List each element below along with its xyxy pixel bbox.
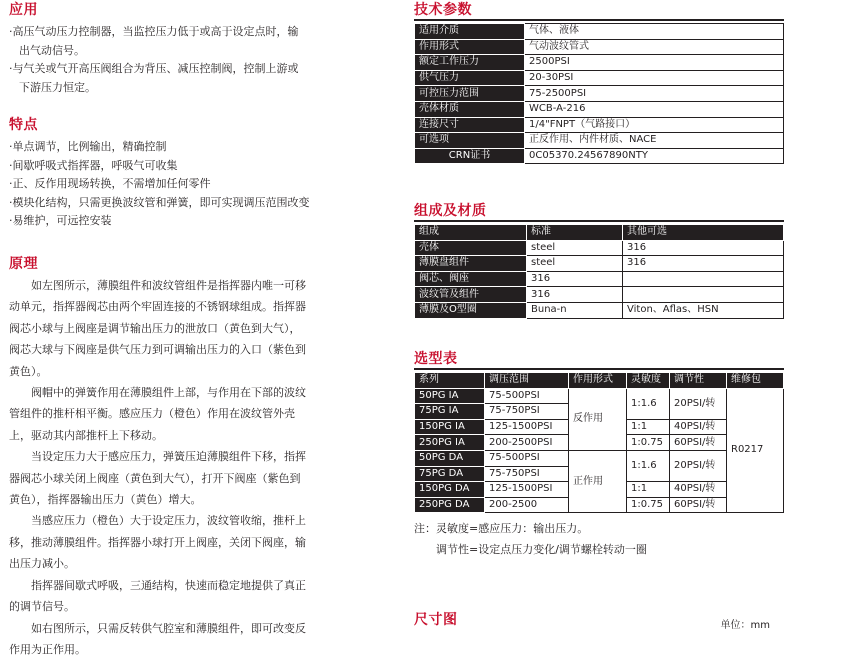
table-row (415, 240, 784, 256)
selection-header: 调节性 (670, 373, 727, 389)
selection-section (414, 350, 784, 560)
selection-range: 125-1500PSI (485, 419, 569, 435)
principle-line: 出压力减小。 (9, 557, 75, 571)
table-row (415, 287, 784, 303)
features-section (9, 116, 310, 231)
tech-value: 2500PSI (525, 55, 784, 71)
selection-range: 75-750PSI (485, 404, 569, 420)
selection-adjustability: 60PSI/转 (670, 435, 727, 451)
table-row (415, 302, 784, 318)
materials-optional: 316 (623, 240, 784, 256)
selection-series: 50PG IA (415, 388, 485, 404)
materials-header: 其他可选 (623, 225, 784, 241)
table-row (415, 117, 784, 133)
principle-body (9, 275, 306, 660)
materials-optional: Viton、Aflas、HSN (623, 302, 784, 318)
selection-range: 75-750PSI (485, 466, 569, 482)
principle-line: 管组件的推杆相平衡。感应压力（橙色）作用在波纹管外壳 (9, 407, 295, 421)
tech-title: 技术参数 (414, 2, 472, 18)
principle-line: 移，推动薄膜组件。指挥器小球打开上阀座，关闭下阀座，输 (9, 535, 306, 549)
selection-adjustability: 20PSI/转 (670, 450, 727, 481)
selection-series: 150PG IA (415, 419, 485, 435)
selection-header: 维修包 (727, 373, 784, 389)
tech-label: 作用形式 (415, 39, 525, 55)
dimensions-section (414, 611, 784, 629)
table-row (415, 70, 784, 86)
dimensions-title: 尺寸图 (414, 612, 458, 628)
principle-line: 指挥器间歇式呼吸，三通结构，快速而稳定地提供了真正 (9, 578, 306, 592)
materials-part: 薄膜及O型圈 (415, 302, 527, 318)
selection-adjustability: 40PSI/转 (670, 419, 727, 435)
tech-value: 正反作用、内件材质、NACE (525, 133, 784, 149)
materials-title: 组成及材质 (414, 203, 487, 219)
selection-sensitivity: 1:0.75 (627, 497, 670, 513)
table-row (415, 148, 784, 164)
principle-line: 阀芯大球与下阀座是供气压力到可调输出压力的入口（紫色到 (9, 343, 306, 357)
features-item: ·间歇呼吸式指挥器，呼吸气可收集 (9, 158, 178, 172)
application-title: 应用 (9, 2, 38, 18)
features-list (9, 138, 310, 231)
principle-line: 的调节信号。 (9, 600, 75, 614)
tech-value: 20-30PSI (525, 70, 784, 86)
tech-value: 1/4"FNPT（气路接口） (525, 117, 784, 133)
materials-part: 薄膜盘组件 (415, 256, 527, 272)
materials-part: 波纹管及组件 (415, 287, 527, 303)
tech-value: 气体、液体 (525, 24, 784, 40)
principle-line: 当设定压力大于感应压力，弹簧压迫薄膜组件下移，指挥 (9, 450, 306, 464)
selection-series: 150PG DA (415, 482, 485, 498)
materials-part: 壳体 (415, 240, 527, 256)
principle-section (9, 255, 306, 660)
principle-line: 上，驱动其内部推杆上下移动。 (9, 428, 163, 442)
selection-range: 75-500PSI (485, 450, 569, 466)
selection-series: 75PG DA (415, 466, 485, 482)
principle-line: 如左图所示，薄膜组件和波纹管组件是指挥器内唯一可移 (9, 279, 306, 292)
dimensions-unit: 单位：mm (720, 620, 770, 631)
selection-adjustability: 40PSI/转 (670, 482, 727, 498)
selection-note: 调节性=设定点压力变化/调节螺栓转动一圈 (414, 543, 647, 557)
selection-range: 200-2500PSI (485, 435, 569, 451)
materials-section (414, 202, 784, 319)
materials-rule (414, 220, 784, 222)
materials-optional (623, 271, 784, 287)
principle-line: 作用为正作用。 (9, 642, 86, 656)
principle-line: 黄色）。 (9, 364, 48, 378)
tech-value: 0C05370.24567890NTY (525, 148, 784, 164)
tech-label: 适用介质 (415, 24, 525, 40)
tech-value: 75-2500PSI (525, 86, 784, 102)
selection-adjustability: 20PSI/转 (670, 388, 727, 419)
principle-line: 如右图所示，只需反转供气腔室和薄膜组件，即可改变反 (9, 621, 306, 635)
selection-action: 反作用 (569, 388, 627, 450)
selection-series: 250PG DA (415, 497, 485, 513)
table-row (415, 133, 784, 149)
selection-sensitivity: 1:1 (627, 482, 670, 498)
tech-table (414, 23, 784, 164)
tech-value: 气动波纹管式 (525, 39, 784, 55)
materials-table (414, 224, 784, 319)
tech-label: CRN证书 (415, 148, 525, 164)
principle-line: 动单元，指挥器阀芯由两个牢固连接的不锈钢球组成。指挥器 (9, 300, 306, 314)
table-row (415, 101, 784, 117)
principle-line: 黄色），指挥器输出压力（黄色）增大。 (9, 493, 202, 507)
selection-rule (414, 368, 784, 370)
selection-range: 200-2500 (485, 497, 569, 513)
materials-optional: 316 (623, 256, 784, 272)
tech-label: 供气压力 (415, 70, 525, 86)
selection-series: 75PG IA (415, 404, 485, 420)
principle-line: 当感应压力（橙色）大于设定压力，波纹管收缩，推杆上 (9, 514, 306, 528)
selection-range: 125-1500PSI (485, 482, 569, 498)
tech-label: 壳体材质 (415, 101, 525, 117)
table-row (415, 24, 784, 40)
materials-standard: steel (527, 256, 623, 272)
tech-value: WCB-A-216 (525, 101, 784, 117)
selection-adjustability: 60PSI/转 (670, 497, 727, 513)
table-row (415, 256, 784, 272)
materials-part: 阀芯、阀座 (415, 271, 527, 287)
materials-optional (623, 287, 784, 303)
tech-label: 连接尺寸 (415, 117, 525, 133)
table-row (415, 388, 784, 404)
principle-line: 阀芯小球与上阀座是调节输出压力的泄放口（黄色到大气）， (9, 321, 301, 335)
materials-header: 标准 (527, 225, 623, 241)
selection-sensitivity: 1:1 (627, 419, 670, 435)
features-item: ·正、反作用现场转换，不需增加任何零件 (9, 177, 211, 190)
application-item-2-line-1: ·与气关或气开高压阀组合为背压、减压控制阀，控制上游或 (9, 62, 299, 75)
principle-line: 阀帽中的弹簧作用在薄膜组件上部，与作用在下部的波纹 (9, 386, 306, 400)
selection-sensitivity: 1:0.75 (627, 435, 670, 451)
selection-header: 系列 (415, 373, 485, 389)
selection-range: 75-500PSI (485, 388, 569, 404)
selection-header: 调压范围 (485, 373, 569, 389)
materials-header: 组成 (415, 225, 527, 241)
features-item: ·易维护，可远控安装 (9, 214, 112, 227)
materials-standard: 316 (527, 287, 623, 303)
tech-label: 额定工作压力 (415, 55, 525, 71)
selection-header: 作用形式 (569, 373, 627, 389)
features-title: 特点 (9, 117, 38, 133)
selection-series: 250PG IA (415, 435, 485, 451)
selection-notes (414, 518, 784, 560)
tech-label: 可选项 (415, 133, 525, 149)
features-item: ·模块化结构，只需更换波纹管和弹簧，即可实现调压范围改变 (9, 195, 310, 209)
tech-rule (414, 19, 784, 21)
table-row (415, 39, 784, 55)
table-row (415, 271, 784, 287)
selection-note: 注：灵敏度=感应压力：输出压力。 (414, 522, 589, 536)
features-item: ·单点调节，比例输出，精确控制 (9, 140, 167, 153)
table-header-row (415, 225, 784, 241)
selection-kit: R0217 (727, 388, 784, 513)
selection-sensitivity: 1:1.6 (627, 450, 670, 481)
table-row (415, 55, 784, 71)
application-item-1-line-2: 出气动信号。 (19, 43, 85, 57)
application-item-2-line-2: 下游压力恒定。 (19, 80, 96, 94)
table-header-row (415, 373, 784, 389)
selection-series: 50PG DA (415, 450, 485, 466)
table-row (415, 86, 784, 102)
application-section (9, 1, 299, 97)
principle-line: 器阀芯小球关闭上阀座（黄色到大气），打开下阀座（紫色到 (9, 471, 301, 485)
selection-title: 选型表 (414, 351, 458, 367)
tech-section (414, 1, 784, 164)
selection-table (414, 372, 784, 513)
principle-title: 原理 (9, 256, 38, 272)
selection-sensitivity: 1:1.6 (627, 388, 670, 419)
materials-standard: steel (527, 240, 623, 256)
selection-action: 正作用 (569, 450, 627, 512)
tech-label: 可控压力范围 (415, 86, 525, 102)
selection-header: 灵敏度 (627, 373, 670, 389)
materials-standard: Buna-n (527, 302, 623, 318)
application-list (9, 23, 299, 97)
materials-standard: 316 (527, 271, 623, 287)
application-item-1-line-1: ·高压气动压力控制器，当监控压力低于或高于设定点时，输 (9, 25, 299, 38)
